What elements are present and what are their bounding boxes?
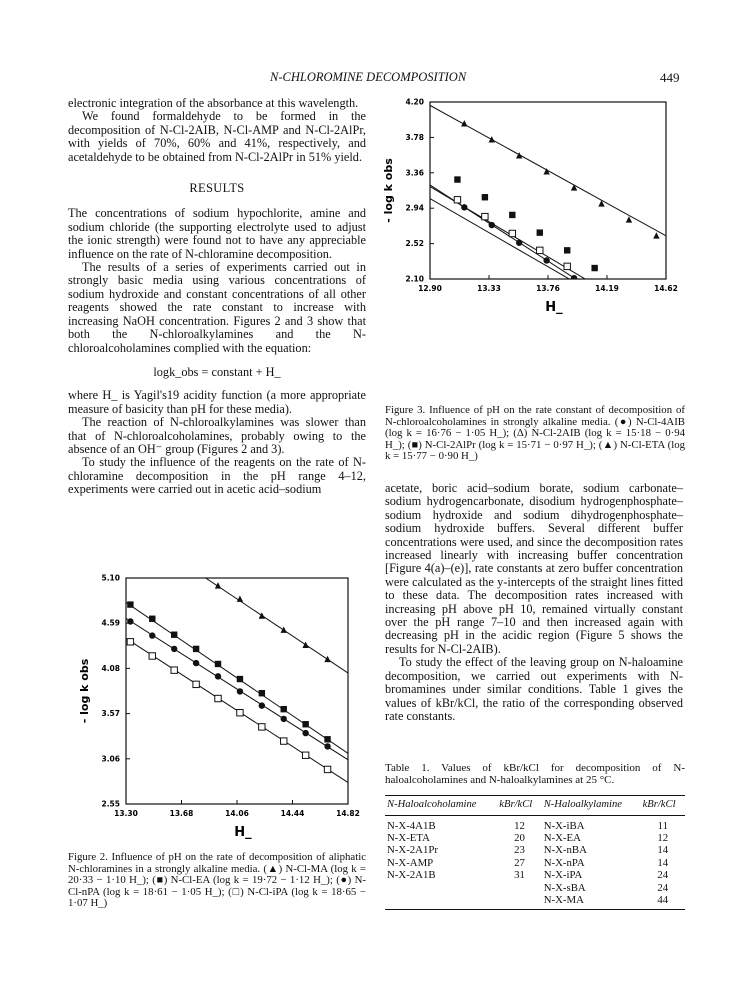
fit-line — [97, 600, 368, 779]
fit-line — [97, 566, 368, 693]
data-point-square — [564, 247, 570, 253]
x-tick-label: 13.33 — [477, 284, 501, 293]
data-point-triangle — [489, 136, 495, 142]
table-cell: N-X-nPA — [543, 856, 585, 869]
data-point-circle — [598, 293, 604, 299]
x-tick-label: 14.44 — [280, 809, 305, 818]
figure-3-caption: Figure 3. Influence of pH on the rate constant of decomposition of N-chloroalcoholamines in strongly alkaline media. (●) N-Cl-4AIB (log k = 16·76 − 1·05 H_); (Δ) N-Cl-2AIB (log k = 15·18 − 0·94 H_); (■) N-Cl-2AlPr (log k = 15·71 − 0·97 H_); (▲) N-Cl-ETA (log k = 15·77 − 0·90 H_) — [385, 404, 685, 463]
table-cell: 31 — [514, 869, 525, 882]
table-header-row — [385, 795, 685, 815]
table-cell: N-X-EA — [543, 832, 581, 844]
data-point-square — [324, 736, 330, 742]
paragraph: To study the influence of the reagents on the rate of N-chloramine decomposition in the pH range 4–12, experiments were carried out in acetic acid–sodium — [68, 455, 366, 497]
y-tick-label: 2.52 — [405, 239, 424, 249]
table-cell: 24 — [657, 869, 669, 882]
data-point-square — [171, 632, 177, 638]
data-point-open-square — [237, 710, 243, 716]
fit-line — [97, 619, 368, 801]
table-row — [385, 832, 685, 844]
data-point-open-square — [324, 766, 330, 772]
table-cell: N-X-iBA — [543, 819, 585, 832]
data-point-circle — [237, 688, 243, 694]
data-point-open-square — [619, 296, 625, 302]
table-cell: N-X-AMP — [387, 856, 434, 869]
y-tick-label: 5.10 — [101, 573, 120, 583]
paragraph: The concentrations of sodium hypochlorite, amine and sodium chloride (the supporting electrolyte used to adjust the ionic strength) were found not to have any appreciable influence on the rate of N-chloramine decomposition. — [68, 206, 366, 261]
x-axis-label: H_ — [545, 300, 563, 315]
x-tick-label: 13.68 — [169, 809, 194, 818]
data-point-triangle — [281, 626, 287, 632]
table-row — [385, 894, 685, 910]
table-row — [385, 869, 685, 881]
table-cell: 14 — [657, 856, 669, 869]
table-cell — [497, 882, 541, 894]
table-cell: 12 — [514, 819, 525, 832]
data-point-triangle — [571, 184, 577, 190]
paragraph: acetate, boric acid–sodium borate, sodium carbonate–sodium hydrogencarbonate, disodium hydrogenphosphate–sodium hydroxide and sodium dihydrogenphosphate–sodium hydroxide buffers. Several different buffer concentrations were used, and since the decomposition rates increased linearly with increasing buffer concentration [Figure 4(a)–(e)], rate constants at zero buffer concentration were calculated as the y-intercepts of the straight lines fitted to these data. The decomposition rates increased with increasing pH above pH 10, remained virtually constant over the pH range 7–10 and then increased again with decreasing pH in the acidic region (Figure 5 shows the results for N-Cl-2AIB). — [385, 481, 683, 656]
data-point-square — [537, 229, 543, 235]
data-point-circle — [215, 673, 221, 679]
x-tick-label: 14.62 — [654, 284, 678, 293]
table-cell: 20 — [514, 832, 525, 844]
data-point-triangle — [302, 642, 308, 648]
figure-3-chart — [368, 92, 698, 324]
table-cell: N-X-4A1B — [387, 819, 436, 832]
table-cell: 24 — [657, 881, 669, 894]
column-header: kBr/kCl — [497, 795, 541, 815]
y-tick-label: 4.20 — [405, 97, 424, 107]
figure-2-caption: Figure 2. Influence of pH on the rate of decomposition of aliphatic N-chloramines in a strongly alkaline media. (▲) N-Cl-MA (log k = 20·33 − 1·10 H_); (■) N-Cl-EA (log k = 19·72 − 1·12 H_); (●) N-Cl-nPA (log k = 18·61 − 1·05 H_); (□) N-Cl-iPA (log k = 18·65 − 1·07 H_) — [68, 851, 366, 910]
data-point-triangle — [259, 612, 265, 618]
paragraph: The results of a series of experiments carried out in strongly basic media using various concentrations of sodium hydroxide and constant concentrations of all other reagents showed the rate constant to increase with increasing NaOH concentration. Figures 2 and 3 show that both the N-chloroalkylamines and the N-chloroalcoholamines complied with the equation: — [68, 260, 366, 355]
x-tick-label: 12.90 — [418, 284, 442, 293]
x-tick-label: 13.76 — [536, 284, 560, 293]
table-1 — [385, 763, 685, 910]
table-cell: N-X-nBA — [543, 844, 587, 857]
y-tick-label: 3.78 — [405, 132, 424, 142]
table-cell: N-X-MA — [543, 894, 584, 907]
table-cell: N-X-iPA — [543, 869, 583, 882]
y-tick-label: 2.55 — [101, 799, 120, 809]
data-point-circle — [543, 257, 549, 263]
data-point-square — [193, 646, 199, 652]
table-cell — [497, 894, 541, 910]
paragraph: The reaction of N-chloroalkylamines was slower than that of N-chloroalcoholamines, probably owing to the absence of an OH⁻ group (Figures 2 and 3). — [68, 415, 366, 456]
table-cell: 11 — [657, 819, 668, 832]
data-point-triangle — [215, 582, 221, 588]
data-point-open-square — [127, 639, 133, 645]
data-point-square — [454, 176, 460, 182]
y-tick-label: 2.10 — [405, 274, 424, 284]
data-point-circle — [281, 716, 287, 722]
table-cell: N-X-2A1Pr — [387, 844, 438, 857]
data-point-open-square — [281, 738, 287, 744]
plot-frame — [430, 102, 666, 279]
paragraph: To study the effect of the leaving group on N-haloamine decomposition, we carried out experiments with N-bromamines under similar conditions. Table 1 gives the values of kBr/kCl, the ratio of the corresponding observed rate constants. — [385, 655, 683, 723]
data-point-triangle — [324, 656, 330, 662]
data-point-circle — [171, 646, 177, 652]
data-point-open-square — [454, 197, 460, 203]
x-tick-label: 14.82 — [336, 809, 360, 818]
data-point-open-square — [302, 752, 308, 758]
table-cell: 23 — [514, 844, 525, 857]
page-number: 449 — [660, 70, 680, 85]
equation: logk_obs = constant + H_ — [153, 364, 281, 379]
table-row — [385, 857, 685, 869]
x-tick-label: 14.06 — [225, 809, 249, 818]
data-point-circle — [193, 660, 199, 666]
table-cell: 12 — [657, 832, 669, 844]
x-tick-label: 13.30 — [114, 809, 138, 818]
table-cell: 44 — [657, 894, 669, 907]
right-column — [385, 482, 683, 723]
data-point-open-square — [564, 263, 570, 269]
data-point-square — [509, 212, 515, 218]
data-point-open-square — [149, 653, 155, 659]
data-point-square — [591, 265, 597, 271]
data-point-circle — [149, 632, 155, 638]
table-1-grid — [385, 795, 685, 911]
table-cell: N-X-2A1B — [387, 869, 436, 882]
table-row — [385, 882, 685, 894]
y-tick-label: 4.59 — [101, 618, 120, 628]
plot-area — [97, 566, 368, 801]
data-point-circle — [324, 743, 330, 749]
data-point-square — [127, 601, 133, 607]
x-tick-label: 14.19 — [595, 284, 619, 293]
data-point-circle — [259, 702, 265, 708]
paragraph: We found formaldehyde to be formed in the decomposition of N-Cl-2AIB, N-Cl-AMP and N-Cl-2AlPr, with yields of 70%, 60% and 41%, respectively, and acetaldehyde to be obtained from N-Cl-2AlPr in 51% yield. — [68, 109, 366, 164]
paragraph: where H_ is Yagil's19 acidity function (a more appropriate measure of basicity than pH for these media). — [68, 388, 366, 416]
y-tick-label: 4.08 — [101, 663, 120, 673]
table-cell: N-X-ETA — [387, 832, 430, 844]
data-point-square — [237, 676, 243, 682]
table-1-caption: Table 1. Values of kBr/kCl for decomposition of N-haloalcoholamines and N-haloalkylamines at 25 °C. — [385, 762, 685, 786]
y-axis-label: - log k obs — [78, 658, 91, 724]
data-point-open-square — [509, 230, 515, 236]
data-point-circle — [302, 730, 308, 736]
table-cell — [385, 894, 497, 910]
figure-2-chart — [68, 566, 368, 846]
table-cell: N-X-sBA — [543, 881, 586, 894]
column-header: N-Haloalkylamine — [542, 795, 641, 815]
data-point-open-square — [215, 695, 221, 701]
table-row — [385, 815, 685, 832]
y-axis-label: - log k obs — [382, 158, 395, 223]
column-header: N-Haloalcoholamine — [385, 795, 497, 815]
table-row — [385, 844, 685, 856]
data-point-triangle — [653, 232, 659, 238]
y-tick-label: 3.36 — [405, 168, 424, 178]
column-header: kBr/kCl — [641, 795, 685, 815]
data-point-open-square — [193, 681, 199, 687]
data-point-square — [149, 616, 155, 622]
data-point-open-square — [171, 667, 177, 673]
y-tick-label: 3.06 — [101, 754, 120, 764]
left-column — [68, 97, 366, 497]
data-point-open-square — [537, 247, 543, 253]
data-point-open-square — [482, 213, 488, 219]
data-point-square — [482, 194, 488, 200]
data-point-circle — [571, 275, 577, 281]
table-cell: 14 — [657, 844, 669, 857]
y-tick-label: 2.94 — [405, 203, 424, 213]
data-point-triangle — [237, 595, 243, 601]
table-cell: 27 — [514, 856, 525, 869]
data-point-open-square — [259, 724, 265, 730]
data-point-triangle — [193, 568, 199, 574]
y-tick-label: 3.57 — [101, 709, 120, 719]
x-axis-label: H_ — [234, 825, 252, 840]
table-cell — [385, 882, 497, 894]
data-point-square — [215, 661, 221, 667]
running-header — [0, 70, 744, 90]
section-heading: RESULTS — [189, 181, 245, 196]
data-point-square — [302, 721, 308, 727]
data-point-square — [281, 706, 287, 712]
data-point-square — [259, 690, 265, 696]
paragraph: electronic integration of the absorbance at this wavelength. — [68, 96, 359, 110]
data-point-square — [619, 283, 625, 289]
running-title: N-CHLOROMINE DECOMPOSITION — [270, 70, 467, 84]
data-point-circle — [626, 310, 632, 316]
